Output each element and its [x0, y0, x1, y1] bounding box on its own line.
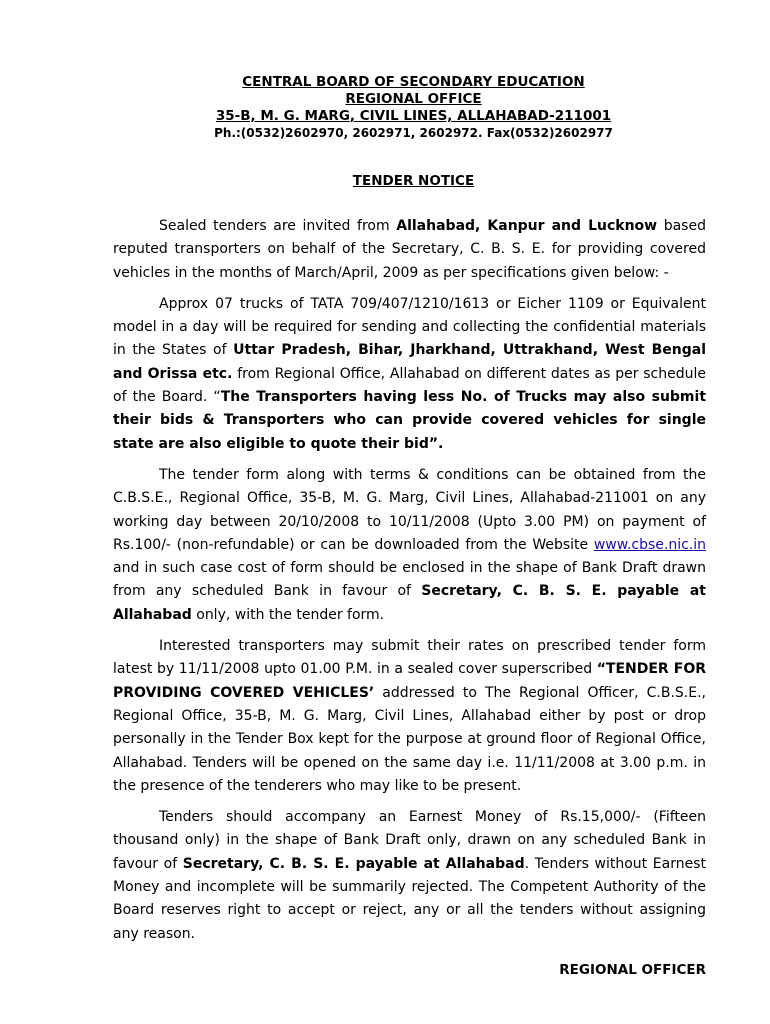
- text-bold: The Transporters having less No. of Trucks may also submit their bids & Transporters who can provide covered vehicles for single state are also eligible to quote their bid”.: [113, 389, 707, 452]
- text-run: from Regional Office, Allahabad on different dates as per schedule of the Board. “: [113, 365, 706, 406]
- letterhead: [121, 74, 706, 141]
- text-run: Interested transporters may submit their rates on prescribed tender form latest by 11/11/2008 upto 01.00 P.M. in a sealed cover superscribed: [113, 638, 706, 678]
- notice-title: TENDER NOTICE: [352, 173, 475, 189]
- contact-numbers: Ph.:(0532)2602970, 2602971, 2602972. Fax(0532)2602977: [214, 126, 613, 140]
- text-run: The tender form along with terms & conditions can be obtained from the C.B.S.E., Regional Office, 35-B, M. G. Marg, Civil Lines, Allahabad-211001 on any working day between 20/10/2008 to 10/11/2008 (Upto 3.00 PM) on payment of Rs.100/- (non-refundable) or can be downloaded from the Website: [113, 466, 706, 553]
- text-run: Approx 07 trucks of TATA 709/407/1210/1613 or Eicher 1109 or Equivalent model in a day will be required for sending and collecting the confidential materials in the States of: [113, 295, 706, 359]
- paragraph-requirements: [113, 293, 706, 456]
- office-name: REGIONAL OFFICE: [345, 91, 482, 107]
- text-bold: Secretary, C. B. S. E. payable at Allahabad: [182, 855, 525, 872]
- paragraph-earnest-money: [113, 806, 706, 946]
- text-bold: “TENDER FOR PROVIDING COVERED VEHICLES’: [113, 661, 706, 701]
- office-address: 35-B, M. G. MARG, CIVIL LINES, ALLAHABAD-211001: [215, 108, 612, 124]
- text-run: addressed to The Regional Officer, C.B.S.E., Regional Office, 35-B, M. G. Marg, Civil Lines, Allahabad either by post or drop personally in the Tender Box kept for the purpose at ground floor of Regional Office, Allahabad. Tenders will be opened on the same day i.e. 11/11/2008 at 3.00 p.m. in the presence of the tenderers who may like to be present.: [113, 684, 706, 794]
- text-run: . Tenders without Earnest Money and incomplete will be summarily rejected. The Competent Authority of the Board reserves right to accept or reject, any or all the tenders without assigning any reason.: [113, 855, 706, 942]
- paragraph-invitation: [113, 215, 706, 285]
- text-bold: Uttar Pradesh, Bihar, Jharkhand, Uttrakhand, West Bengal and Orissa etc.: [113, 342, 707, 382]
- organization-name: CENTRAL BOARD OF SECONDARY EDUCATION: [242, 74, 585, 90]
- text-run: only, with the tender form.: [191, 606, 385, 623]
- website-link[interactable]: www.cbse.nic.in: [593, 536, 706, 553]
- notice-body: [113, 215, 706, 946]
- text-run: based reputed transporters on behalf of the Secretary, C. B. S. E. for providing covered vehicles in the months of March/April, 2009 as per specifications given below: -: [113, 218, 706, 281]
- paragraph-submission: [113, 635, 706, 798]
- text-bold: Allahabad, Kanpur and Lucknow: [396, 218, 658, 234]
- text-run: and in such case cost of form should be enclosed in the shape of Bank Draft drawn from any scheduled Bank in favour of: [113, 560, 706, 600]
- text-bold: Secretary, C. B. S. E. payable at Allahabad: [113, 583, 706, 623]
- text-run: Sealed tenders are invited from: [159, 218, 397, 234]
- text-run: Tenders should accompany an Earnest Money of Rs.15,000/- (Fifteen thousand only) in the shape of Bank Draft only, drawn on any scheduled Bank in favour of: [113, 809, 706, 872]
- signature-regional-officer: REGIONAL OFFICER: [559, 961, 706, 978]
- paragraph-tender-form: [113, 464, 706, 627]
